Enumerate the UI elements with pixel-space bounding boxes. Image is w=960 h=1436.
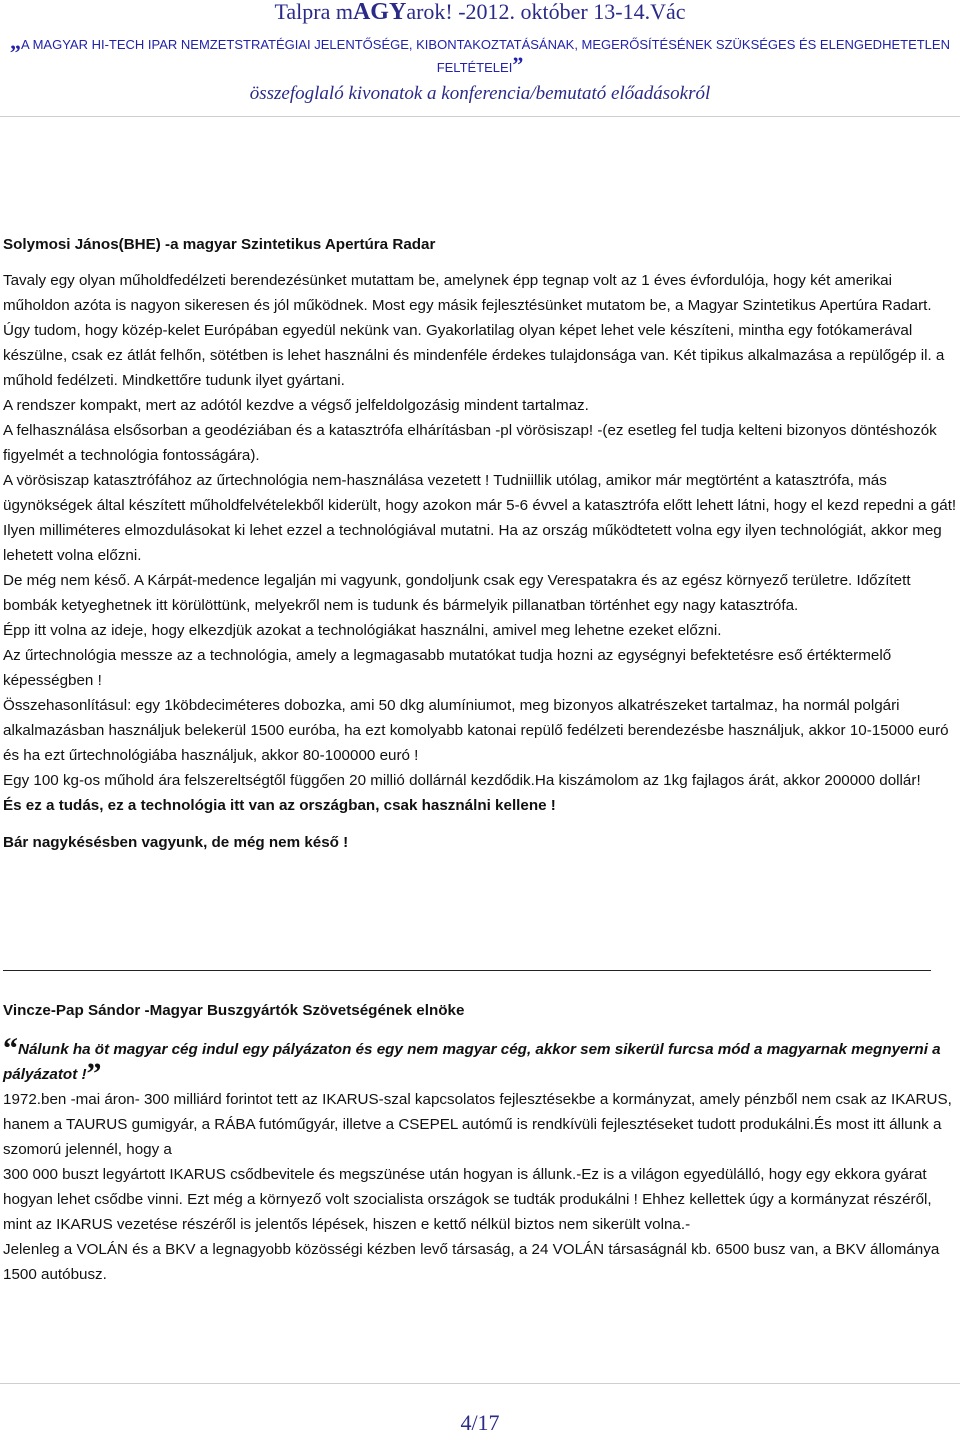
bold-statement: Bár nagykésésben vagyunk, de még nem késő !: [3, 834, 349, 851]
paragraph: Egy 100 kg-os műhold ára felszereltségtől függően 20 millió dollárnál kezdődik.Ha kiszámolom az 1kg fajlagos árát, akkor 200000 dollár!: [3, 772, 921, 789]
paragraph: Jelenleg a VOLÁN és a BKV a legnagyobb közösségi kézben levő társaság, a 24 VOLÁN társaságnál kb. 6500 busz van, a BKV állománya 1500 autóbusz.: [3, 1241, 940, 1283]
close-quote: ”: [512, 52, 524, 77]
header-rule: [0, 116, 960, 117]
subtitle-text: A MAGYAR HI-TECH IPAR NEMZETSTRATÉGIAI JELENTŐSÉGE, KIBONTAKOZTATÁSÁNAK, MEGERŐSÍTÉSÉNEK SZÜKSÉGES ÉS ELENGEDHETETLEN FELTÉTELEI: [21, 37, 950, 75]
section-heading: Solymosi János(BHE) -a magyar Szintetikus Apertúra Radar: [3, 236, 436, 253]
page-number: 4/17: [460, 1410, 500, 1435]
title-part: arok! -2012. október 13-14.Vác: [406, 0, 686, 24]
paragraph: Az űrtechnológia messze az a technológia, amely a legmagasabb mutatókat tudja hozni az egységnyi befektetésre eső értéktermelő képességben !: [3, 647, 892, 689]
paragraph: De még nem késő. A Kárpát-medence legalján mi vagyunk, gondoljunk csak egy Verespatakra és az egész környező területre. Időzített bombák ketyeghetnek itt körülöttünk, melyekről nem is tudunk és bármelyik pillanatban történhet egy nagy katasztrófa.: [3, 572, 911, 614]
paragraph: Tavaly egy olyan műholdfedélzeti berendezésünket mutattam be, amelynek épp tegnap volt az 1 éves évfordulója, hogy két amerikai műholdon azóta is nagyon sikeresen és jól működnek. Most egy másik fejlesztésünket mutatom be, a Magyar Szintetikus Apertúra Radart. Úgy tudom, hogy közép-kelet Európában egyedül nekünk van. Gyakorlatilag olyan képet lehet vele készíteni, mintha egy fotókamerával készülne, csak ez átlát felhőn, sötétben is lehet használni és mindenféle érdekes tulajdonsága van. Két tipikus alkalmazása a repülőgép il. a műhold fedélzeti. Mindkettőre tudunk ilyet gyártani.: [3, 272, 945, 389]
paragraph: Összehasonlításul: egy 1köbdeciméteres dobozka, ami 50 dkg alumíniumot, meg bizonyos alkatrészeket tartalmaz, ha normál polgári alkalmazásban használjuk belekerül 1500 euróba, ha ezt komolyabb katonai repülő fedélzeti berendezésbe használjuk, akkor 10-15000 euró és ha ezt űrtechnológiába használjuk, akkor 80-100000 euró !: [3, 697, 949, 764]
title-part: Talpra m: [274, 0, 353, 24]
paragraph: A vörösiszap katasztrófához az űrtechnológia nem-használása vezetett ! Tudniillik utólag, amikor már megtörtént a katasztrófa, más ügynökségek által készített műholdfelvételekből kiderült, hogy azokon már 5-6 évvel a katasztrófa előtt lehett látni, hogy el kezd repedni a gát! Ilyen milliméteres elmozdulásokat ki lehet ezzel a technológiával mutatni. Ha az ország működtetett volna egy ilyen technológiát, akkor meg lehetett volna előzni.: [3, 472, 957, 564]
open-quote: „: [10, 29, 22, 54]
paragraph: 300 000 buszt legyártott IKARUS csődbevitele és megszünése után hogyan is állunk.-Ez is a világon egyedülálló, hogy egy ekkora gyárat hogyan lehet csődbe vinni. Ezt még a környező volt szocialista országok se tudták produkálni ! Ehhez kellettek úgy a kormányzat részéről, mint az IKARUS vezetése részéről is jelentős lépések, hiszen e kettő nélkül biztos nem sikerült volna.-: [3, 1166, 932, 1233]
footer-rule: [0, 1383, 960, 1384]
title-emphasis: AGY: [352, 0, 407, 25]
bold-statement: És ez a tudás, ez a technológia itt van az országban, csak használni kellene !: [3, 797, 556, 814]
conference-title: [0, 0, 960, 24]
paragraph: 1972.ben -mai áron- 300 milliárd forintot tett az IKARUS-szal kapcsolatos fejlesztésekbe a kormányzat, amely pénzből nem csak az IKARUS, hanem a TAURUS gumigyár, a RÁBA futóműgyár, illetve a CSEPEL autómű is rendkívüli fejlesztéseket tudott produkálni.És most itt állunk a szomorú jelennél, hogy a: [3, 1091, 952, 1158]
spacer: [3, 818, 958, 830]
section-divider: [3, 970, 931, 971]
paragraph: A felhasználása elsősorban a geodéziában és a katasztrófa elhárításban -pl vörösiszap! -(ez esetleg fel tudja kelteni bizonyos döntéshozók figyelmét a technológia fontosságára).: [3, 422, 937, 464]
section-solymosi: [3, 232, 958, 855]
close-quote-mark: ”: [86, 1057, 102, 1090]
open-quote-mark: “: [3, 1032, 18, 1065]
paragraph: Épp itt volna az ideje, hogy elkezdjük azokat a technológiákat használni, amivel meg lehetne ezeket előzni.: [3, 622, 722, 639]
header-italic-line: összefoglaló kivonatok a konferencia/bemutató előadásokról: [249, 83, 711, 104]
paragraph: A rendszer kompakt, mert az adótól kezdve a végső jelfeldolgozásig mindent tartalmaz.: [3, 397, 589, 414]
quote: [3, 1032, 958, 1090]
conference-subtitle: [0, 29, 960, 78]
section-vincze-pap: [3, 998, 958, 1287]
quote-text: Nálunk ha öt magyar cég indul egy pályázaton és egy nem magyar cég, akkor sem sikerül furcsa mód a magyarnak megnyerni a pályázatot !: [3, 1041, 941, 1083]
section-heading: Vincze-Pap Sándor -Magyar Buszgyártók Szövetségének elnöke: [3, 1002, 465, 1019]
page-header: [0, 0, 960, 106]
